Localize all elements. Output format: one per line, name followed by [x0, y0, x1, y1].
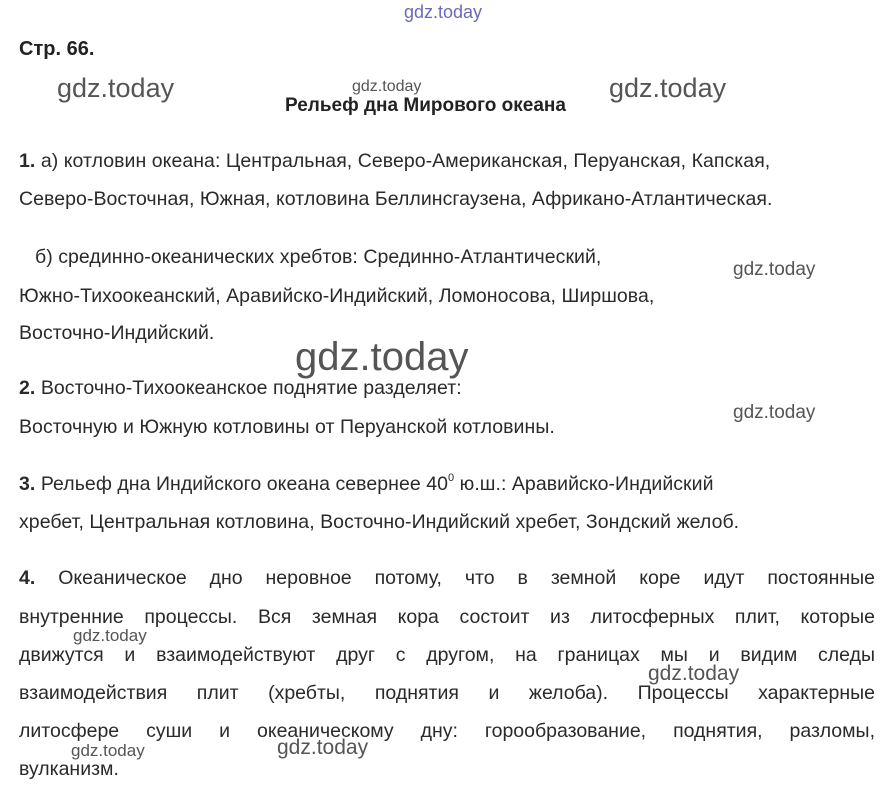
watermark: gdz.today	[648, 662, 740, 685]
answer-number: 4.	[19, 567, 36, 589]
answer-number: 1.	[19, 150, 36, 172]
degree-superscript: 0	[448, 472, 455, 484]
answer-number: 2.	[19, 377, 36, 399]
answer-4-line-4: взаимодействия плит (хребты, поднятия и желоба). Процессы характерные	[19, 682, 875, 704]
answer-3-line-1	[19, 472, 714, 496]
answer-1-line-1	[19, 150, 770, 173]
watermark: gdz.today	[733, 402, 816, 423]
answer-2-line-2: Восточную и Южную котловины от Перуанской котловины.	[19, 416, 555, 438]
watermark: gdz.today	[277, 736, 369, 759]
answer-3-line-2: хребет, Центральная котловина, Восточно-Индийский хребет, Зондский желоб.	[19, 511, 740, 533]
watermark: gdz.today	[71, 741, 145, 760]
answer-4-line-6: вулканизм.	[19, 758, 119, 780]
watermark: gdz.today	[73, 626, 147, 645]
answer-1-line-2: Северо-Восточная, Южная, котловина Беллинсгаузена, Африкано-Атлантическая.	[19, 188, 773, 210]
answer-1b-line-3: Восточно-Индийский.	[19, 322, 215, 344]
watermark-top: gdz.today	[404, 2, 483, 22]
page-label: Стр. 66.	[19, 38, 95, 60]
answer-2-line-1	[19, 377, 462, 400]
answer-4-line-3: движутся и взаимодействуют друг с другом, на границах мы и видим следы	[19, 644, 875, 666]
watermark: gdz.today	[352, 78, 422, 95]
answer-text: ю.ш.: Аравийско-Индийский	[454, 473, 714, 495]
watermark: gdz.today	[57, 73, 175, 103]
answer-text: Океаническое дно неровное потому, что в земной коре идут постоянные	[35, 567, 875, 589]
answer-4-line-1	[19, 567, 875, 590]
answer-text: Восточно-Тихоокеанское поднятие разделяет:	[35, 377, 462, 399]
watermark: gdz.today	[609, 73, 727, 103]
answer-number: 3.	[19, 473, 36, 495]
answer-4-line-5: литосфере суши и океаническому дну: горообразование, поднятия, разломы,	[19, 720, 875, 742]
answer-4-line-2: внутренние процессы. Вся земная кора состоит из литосферных плит, которые	[19, 606, 875, 628]
watermark: gdz.today	[295, 335, 469, 379]
watermark: gdz.today	[733, 259, 816, 280]
answer-1b-line-1: б) срединно-океанических хребтов: Срединно-Атлантический,	[35, 246, 602, 268]
answer-text: Рельеф дна Индийского океана севернее 40	[35, 473, 448, 495]
page-title: Рельеф дна Мирового океана	[285, 95, 566, 116]
answer-text: а) котловин океана: Центральная, Северо-Американская, Перуанская, Капская,	[35, 150, 771, 172]
answer-1b-line-2: Южно-Тихоокеанский, Аравийско-Индийский, Ломоносова, Ширшова,	[19, 285, 655, 307]
